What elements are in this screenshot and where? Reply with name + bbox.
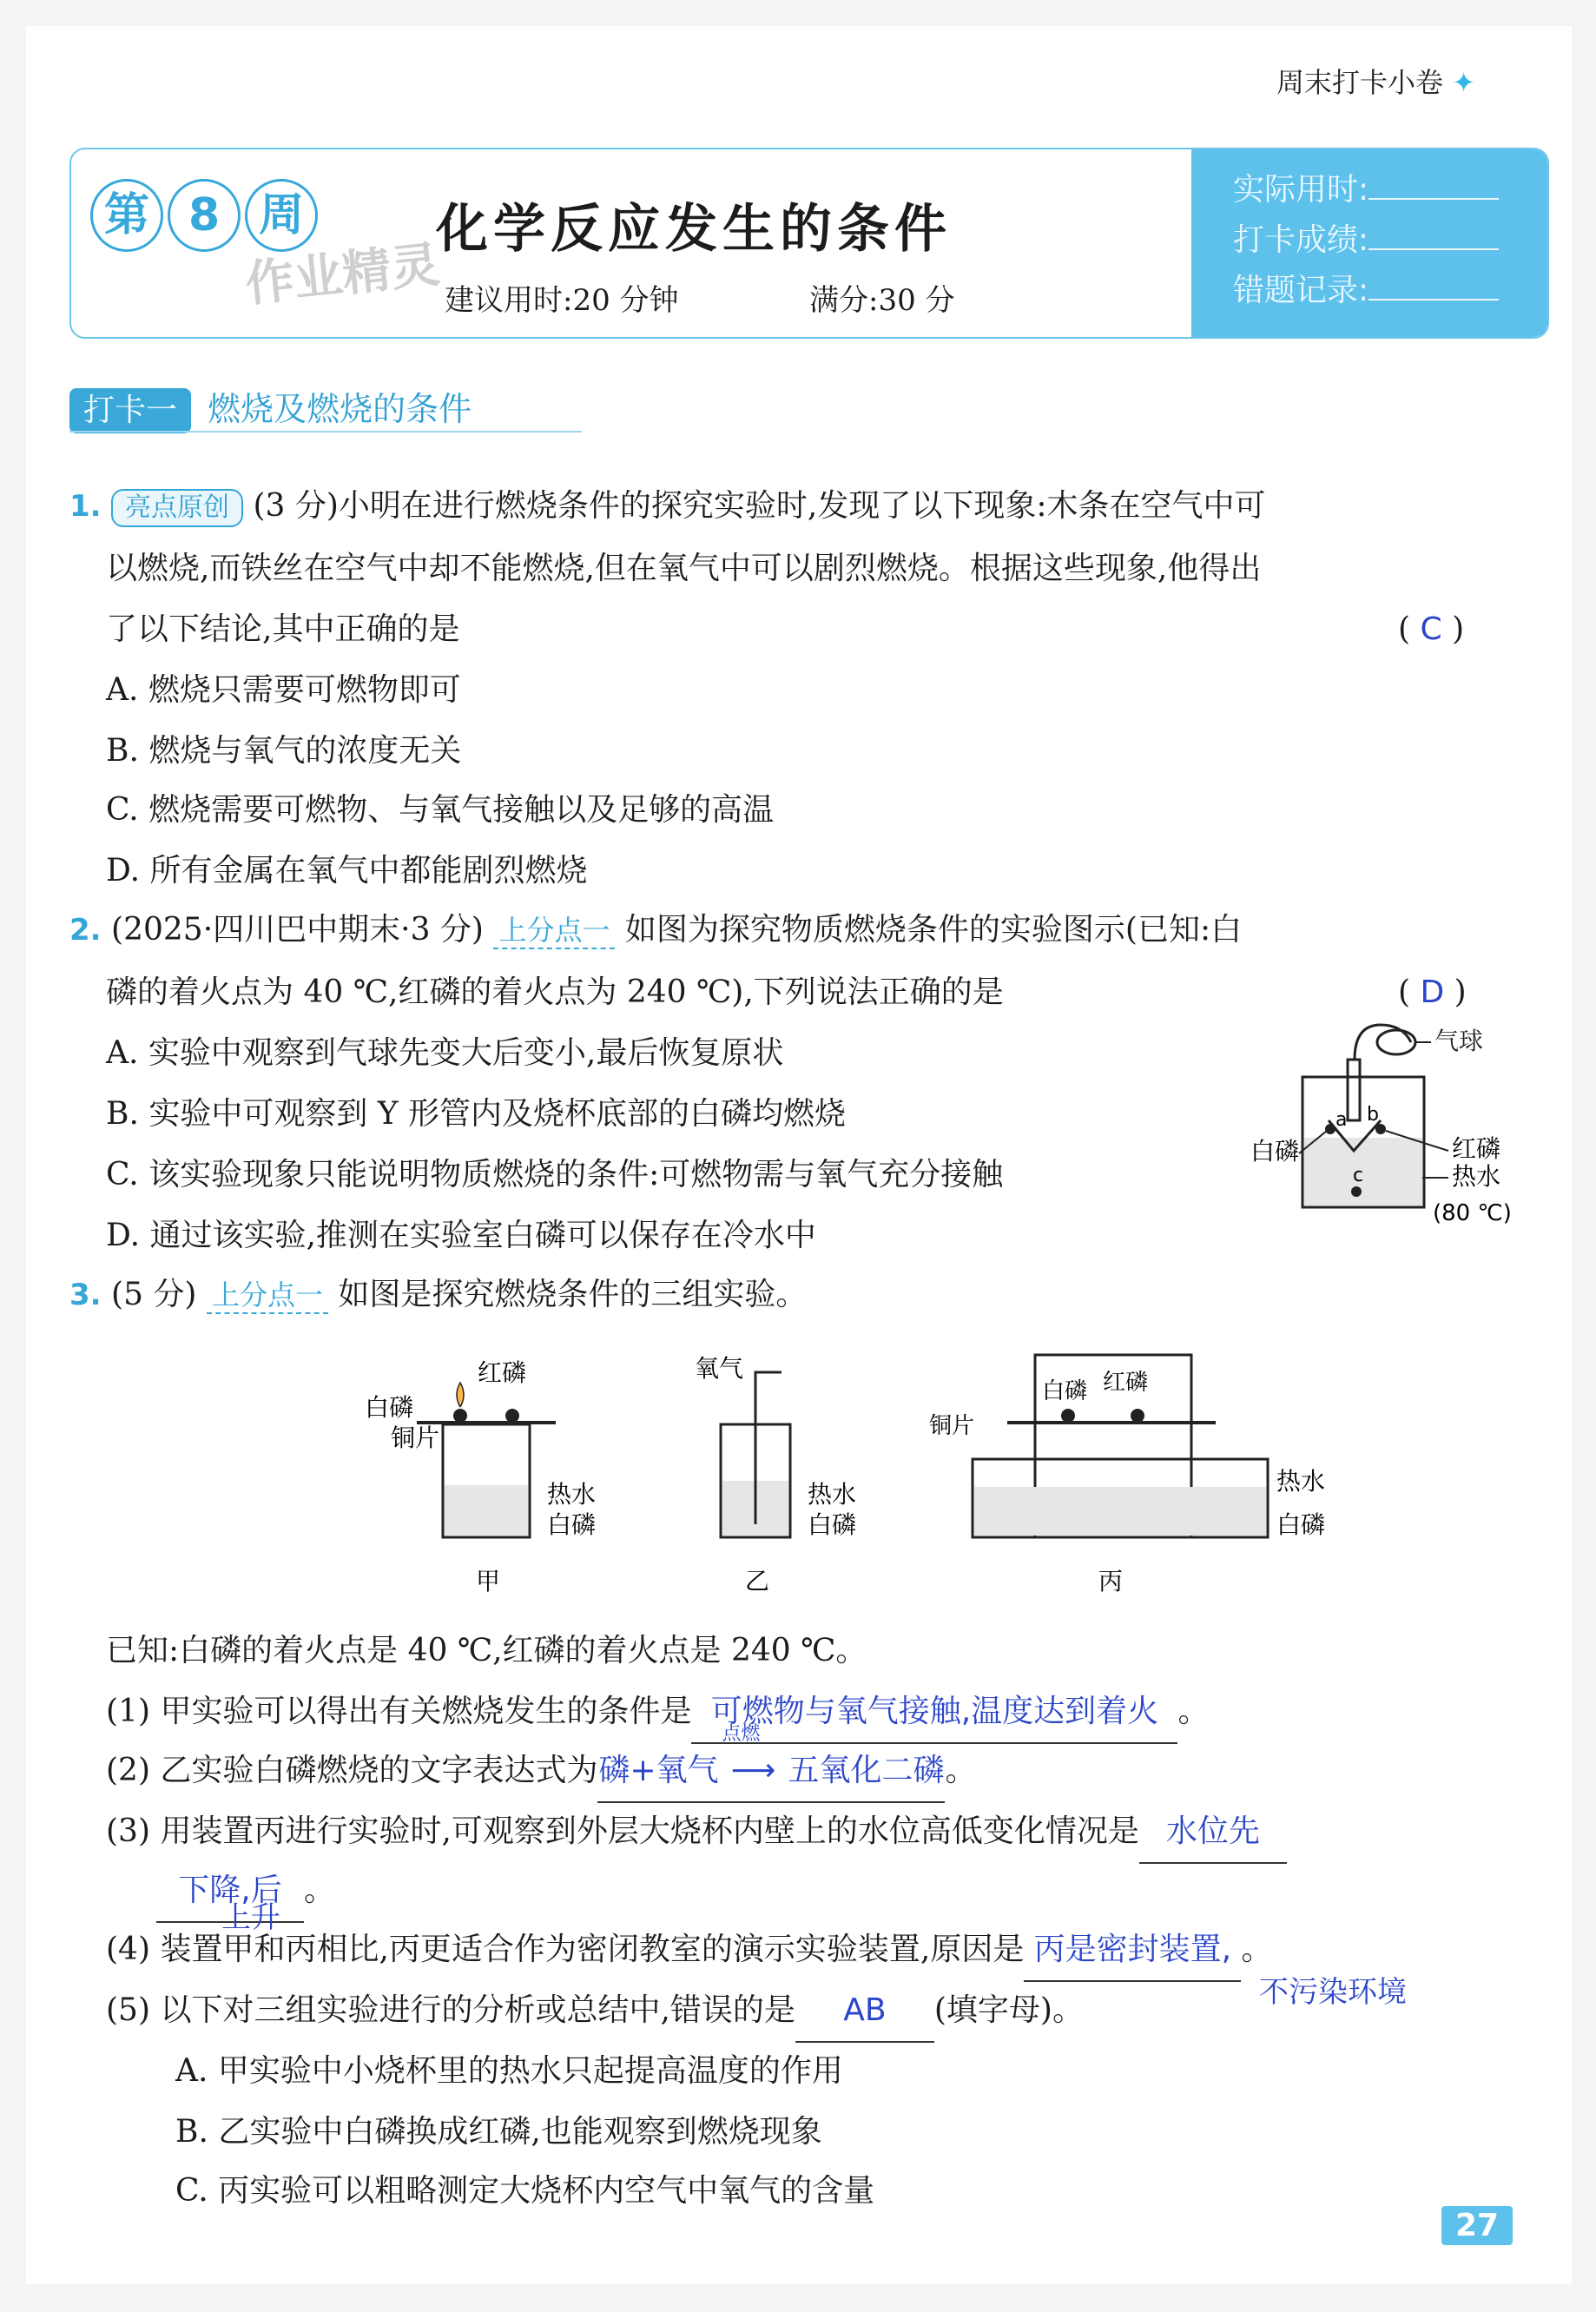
label-temp: (80 ℃) <box>1433 1200 1512 1226</box>
q1-answer: C <box>1420 611 1442 647</box>
q3-p4-answer: 丙是密封装置, <box>1024 1919 1241 1982</box>
q2-option-d: D. 通过该实验,推测在实验室白磷可以保存在冷水中 <box>106 1218 816 1253</box>
bing-white-p2: 白磷 <box>1276 1510 1326 1539</box>
red-p-dot <box>505 1409 519 1423</box>
jia-copper: 铜片 <box>391 1424 440 1452</box>
q2-line1: 2. (2025·四川巴中期末·3 分) 上分点一 如图为探究物质燃烧条件的实验图示(已知:白 <box>69 912 1243 948</box>
corner-label: 周末打卡小卷 ✦ <box>1276 66 1475 99</box>
q3-option-c: C. 丙实验可以粗略测定大烧杯内空气中氧气的含量 <box>175 2173 875 2209</box>
q2-figure <box>1250 1007 1563 1268</box>
q2-option-b: B. 实验中可观察到 Y 形管内及烧杯底部的白磷均燃烧 <box>106 1096 846 1132</box>
yi-white-p: 白磷 <box>808 1510 857 1539</box>
q2-option-c: C. 该实验现象只能说明物质燃烧的条件:可燃物需与氧气充分接触 <box>106 1157 1004 1192</box>
section-tag: 打卡一 <box>69 388 191 433</box>
q3-p3: (3) 用装置丙进行实验时,可观察到外层大烧杯内壁上的水位高低变化情况是 水位先 <box>106 1801 1287 1864</box>
label-balloon: 气球 <box>1434 1027 1484 1055</box>
q3-p1: (1) 甲实验可以得出有关燃烧发生的条件是 可燃物与氧气接触,温度达到着火 。 <box>106 1681 1209 1744</box>
q3-tag: 上分点一 <box>207 1278 328 1314</box>
page-number: 27 <box>1441 2206 1513 2245</box>
label-c: c <box>1353 1165 1364 1186</box>
full-score: 满分:30 分 <box>809 283 955 318</box>
section-heading <box>69 382 472 433</box>
flame-icon <box>457 1383 464 1407</box>
record-fields <box>1233 165 1499 316</box>
yi-oxygen: 氧气 <box>695 1354 744 1383</box>
q2-answer-bracket: ( D ) <box>1398 974 1467 1010</box>
label-b: b <box>1367 1104 1379 1126</box>
q3-p2-answer: 磷+氧气 点燃 ⟶ 五氧化二磷 <box>597 1741 945 1803</box>
q3-p3-answer-a: 水位先 <box>1139 1801 1287 1864</box>
page <box>26 26 1572 2284</box>
label-red-p: 红磷 <box>1452 1134 1501 1163</box>
label-hot-water: 热水 <box>1452 1162 1501 1191</box>
q3-option-b: B. 乙实验中白磷换成红磷,也能观察到燃烧现象 <box>175 2114 822 2150</box>
q3-p1-answer: 可燃物与氧气接触,温度达到着火 <box>691 1681 1177 1744</box>
q1-option-b: B. 燃烧与氧气的浓度无关 <box>106 733 462 769</box>
marker-a <box>1325 1124 1335 1134</box>
reaction-arrow: 点燃 ⟶ <box>722 1723 776 1788</box>
week-number: 8 <box>168 179 241 252</box>
white-p-dot <box>453 1409 467 1423</box>
field-errors: 错题记录: <box>1233 266 1499 316</box>
q3-line1: 3. (5 分) 上分点一 如图是探究燃烧条件的三组实验。 <box>69 1277 808 1312</box>
figure-jia <box>365 1358 596 1595</box>
jia-red-p: 红磷 <box>478 1358 527 1387</box>
jia-hot-water: 热水 <box>547 1480 597 1509</box>
q3-p5: (5) 以下对三组实验进行的分析或总结中,错误的是 AB (填字母)。 <box>106 1980 1084 2043</box>
bing-hot-water: 热水 <box>1276 1467 1326 1496</box>
yi-caption: 乙 <box>745 1567 770 1595</box>
yi-hot-water: 热水 <box>808 1480 857 1509</box>
q1-answer-bracket: ( C ) <box>1398 611 1465 647</box>
q1-line2: 以燃烧,而铁丝在空气中却不能燃烧,但在氧气中可以剧烈燃烧。根据这些现象,他得出 <box>106 551 1262 586</box>
figure-yi <box>695 1354 856 1595</box>
suggested-time: 建议用时:20 分钟 <box>445 283 679 318</box>
q3-figures <box>330 1338 1329 1615</box>
arrow-label: 点燃 <box>722 1723 761 1745</box>
q1-option-d: D. 所有金属在氧气中都能剧烈燃烧 <box>106 853 588 888</box>
q3-known: 已知:白磷的着火点是 40 ℃,红磷的着火点是 240 ℃。 <box>106 1633 867 1668</box>
jia-caption: 甲 <box>476 1567 501 1595</box>
bing-caption: 丙 <box>1098 1567 1124 1595</box>
q3-p3-answer-b: 下降,后 <box>156 1860 304 1923</box>
sparkle-icon: ✦ <box>1452 66 1475 99</box>
jia-white-p2: 白磷 <box>547 1510 597 1539</box>
q1-tag: 亮点原创 <box>111 489 243 527</box>
q1-option-c: C. 燃烧需要可燃物、与氧气接触以及足够的高温 <box>106 792 775 828</box>
marker-c <box>1351 1186 1362 1197</box>
section-underline <box>69 431 582 433</box>
q2-line2: 磷的着火点为 40 ℃,红磷的着火点为 240 ℃),下列说法正确的是 <box>106 974 1004 1010</box>
q2-tag: 上分点一 <box>493 913 615 949</box>
y-tube-stem <box>1348 1060 1360 1120</box>
bing-copper: 铜片 <box>929 1413 975 1439</box>
bing-white-p: 白磷 <box>1042 1378 1088 1404</box>
q3-p2: (2) 乙实验白磷燃烧的文字表达式为磷+氧气 点燃 ⟶ 五氧化二磷。 <box>106 1741 976 1803</box>
figure-bing <box>929 1355 1325 1595</box>
watermark: 作业精灵 <box>242 236 443 314</box>
week-badge <box>90 179 318 252</box>
header-panel <box>69 148 1549 339</box>
record-panel <box>1191 149 1547 337</box>
field-score: 打卡成绩: <box>1233 215 1499 266</box>
q2-option-a: A. 实验中观察到气球先变大后变小,最后恢复原状 <box>106 1035 784 1071</box>
q3-p3-cont: 下降,后 。 <box>156 1860 335 1923</box>
label-a: a <box>1335 1109 1348 1131</box>
q3-p3-answer-c: 上升 <box>221 1900 280 1935</box>
q1-option-a: A. 燃烧只需要可燃物即可 <box>106 672 461 708</box>
q3-p4: (4) 装置甲和丙相比,丙更适合作为密闭教室的演示实验装置,原因是 丙是密封装置, 。 <box>106 1919 1272 1982</box>
page-title: 化学反应发生的条件 <box>436 199 952 260</box>
week-prefix: 第 <box>90 179 163 252</box>
q2-answer: D <box>1420 974 1445 1010</box>
label-white-p: 白磷 <box>1250 1137 1300 1166</box>
week-suffix: 周 <box>245 179 318 252</box>
section-title: 燃烧及燃烧的条件 <box>208 390 472 428</box>
bing-red-p: 红磷 <box>1103 1370 1149 1396</box>
field-actual-time: 实际用时: <box>1233 165 1499 215</box>
jia-white-p: 白磷 <box>365 1393 414 1422</box>
q1-line1: 1. 亮点原创 (3 分)小明在进行燃烧条件的探究实验时,发现了以下现象:木条在空气中可 <box>69 476 1266 537</box>
q3-p5-answer: AB <box>795 1980 934 2043</box>
q3-option-a: A. 甲实验中小烧杯里的热水只起提高温度的作用 <box>175 2053 843 2089</box>
q1-line3: 了以下结论,其中正确的是 <box>106 611 460 647</box>
q3-p4-answer2: 不污染环境 <box>1259 1975 1407 2010</box>
